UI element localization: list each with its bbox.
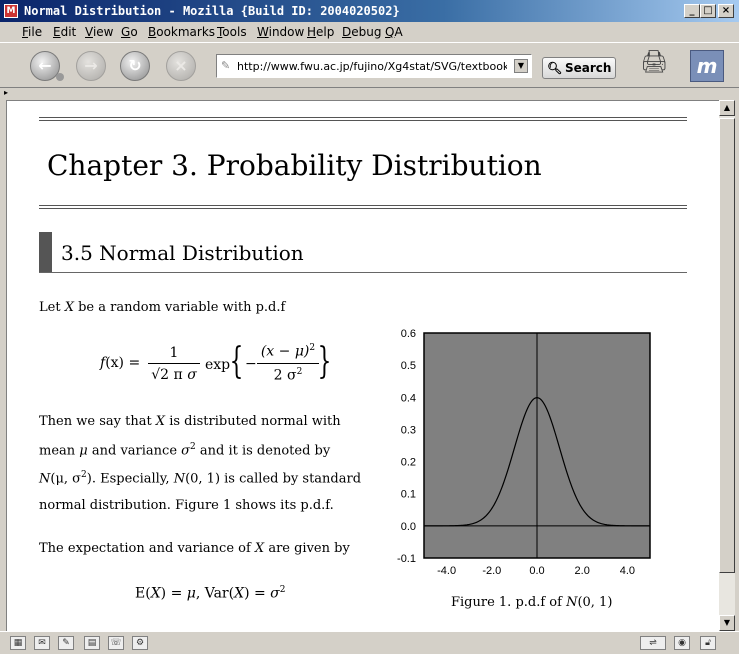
y-tick-label: -0.1 [397, 553, 416, 565]
menu-window[interactable]: Window [257, 25, 305, 39]
x-tick-label: 0.0 [529, 565, 545, 577]
x-tick-label: 4.0 [619, 565, 636, 577]
forward-arrow-icon[interactable]: → [76, 51, 106, 81]
vertical-scrollbar[interactable] [719, 100, 735, 631]
definition-line-1: Then we say that X is distributed normal with [39, 414, 341, 429]
chapter-divider [39, 205, 687, 209]
url-input[interactable] [237, 58, 507, 74]
mail-icon[interactable]: ✉ [34, 636, 50, 650]
scroll-up-arrow-icon[interactable]: ▲ [719, 100, 735, 116]
definition-line-3: N(μ, $\sigma^2$). Especially, N(0, 1) is called by standard [39, 470, 362, 487]
menu-bookmarks[interactable]: Bookmarks [148, 25, 216, 39]
page-icon: ✎ [221, 59, 231, 72]
window-title: Normal Distribution - Mozilla {Build ID: 2004020502} [24, 4, 400, 18]
close-button[interactable]: × [718, 4, 734, 18]
y-tick-label: 0.0 [400, 520, 416, 533]
composer-icon[interactable]: ✎ [58, 636, 74, 650]
search-button[interactable]: 🔍︎ Search [542, 57, 616, 79]
menu-bar [0, 22, 739, 42]
menu-help[interactable]: Help [307, 25, 335, 39]
y-tick-label: 0.5 [400, 360, 416, 373]
mozilla-throbber-icon[interactable]: m [690, 50, 724, 82]
expectation-paragraph: The expectation and variance of X are given by [39, 541, 350, 556]
security-lock-icon: 🔓︎ [700, 636, 716, 650]
top-divider [39, 117, 687, 121]
sidebar-toggle-icon[interactable]: ▸ [4, 88, 9, 97]
back-dropdown-icon[interactable] [56, 73, 64, 81]
y-tick-label: 0.4 [400, 392, 416, 405]
x-tick-label: -4.0 [437, 565, 457, 577]
menu-go[interactable]: Go [121, 25, 138, 39]
status-bar [0, 631, 739, 654]
irc-icon[interactable]: ☏ [108, 636, 124, 650]
menu-edit[interactable]: Edit [53, 25, 77, 39]
stop-icon[interactable]: × [166, 51, 196, 81]
x-tick-label: -2.0 [482, 565, 502, 577]
section-heading: 3.5 Normal Distribution [61, 241, 304, 265]
minimize-button[interactable]: _ [684, 4, 700, 18]
scroll-down-arrow-icon[interactable]: ▼ [719, 615, 735, 631]
chapter-heading: Chapter 3. Probability Distribution [47, 149, 542, 182]
y-tick-label: 0.3 [400, 424, 416, 437]
definition-line-2: mean μ and variance $\sigma^2$ and it is denoted by [39, 442, 331, 459]
y-tick-label: 0.1 [400, 488, 416, 501]
section-marker [39, 232, 52, 272]
back-arrow-icon[interactable]: ← [30, 51, 60, 81]
menu-tools[interactable]: Tools [217, 25, 247, 39]
search-icon: 🔍︎ [547, 61, 563, 75]
mozilla-app-icon[interactable]: M [4, 4, 18, 18]
intro-paragraph: Let X be a random variable with p.d.f [39, 300, 286, 315]
scrollbar-thumb[interactable] [719, 118, 735, 573]
menu-debug[interactable]: Debug [342, 25, 382, 39]
definition-line-4: normal distribution. Figure 1 shows its p.d.f. [39, 498, 334, 513]
connection-icon: ⇌ [640, 636, 666, 650]
page-content: Chapter 3. Probability Distribution 3.5 Normal Distribution Let X be a random variable with p.d.f f(x) = 1 √2 π σ exp { − $(x - \mu)^2$ 2 $\sigma^2$ } Then we say that X is distributed normal with mean μ and variance $\sigma^2$ and it is denoted by N(μ, $\sigma^2$). Especially, N(0, 1) is called by standard normal distribution. Figure 1 shows its p.d.f. The expectation and variance of X are given by E(X) = μ, $Var(X) = \sigma^2$ 0.6 0.5 0.4 0.3 0.2 0.1 0.0 -0.1 -4.0 -2.0 0.0 2.0 4.0 Figure 1. p.d.f of N(0, 1) [6, 100, 719, 631]
url-dropdown-icon[interactable]: ▼ [514, 59, 528, 73]
y-tick-label: 0.6 [400, 328, 416, 340]
x-tick-label: 2.0 [574, 565, 590, 577]
menu-qa[interactable]: QA [385, 25, 403, 39]
navigator-icon[interactable]: ▦ [10, 636, 26, 650]
y-tick-label: 0.2 [400, 456, 416, 469]
menu-file[interactable]: File [22, 25, 43, 39]
privacy-icon[interactable]: ◉ [674, 636, 690, 650]
maximize-button[interactable]: □ [700, 4, 716, 18]
url-bar[interactable] [216, 54, 532, 78]
section-underline [39, 272, 687, 273]
reload-icon[interactable]: ↻ [120, 51, 150, 81]
title-bar [0, 0, 739, 22]
print-icon[interactable]: 🖨︎ [640, 50, 668, 75]
normal-pdf-chart [387, 316, 667, 578]
menu-view[interactable]: View [85, 25, 114, 39]
debug-icon[interactable]: ⚙ [132, 636, 148, 650]
addressbook-icon[interactable]: ▤ [84, 636, 100, 650]
figure-caption: Figure 1. p.d.f of N(0, 1) [451, 595, 613, 610]
expectation-variance-formula: E(X) = μ, $Var(X) = \sigma^2$ [135, 585, 286, 602]
